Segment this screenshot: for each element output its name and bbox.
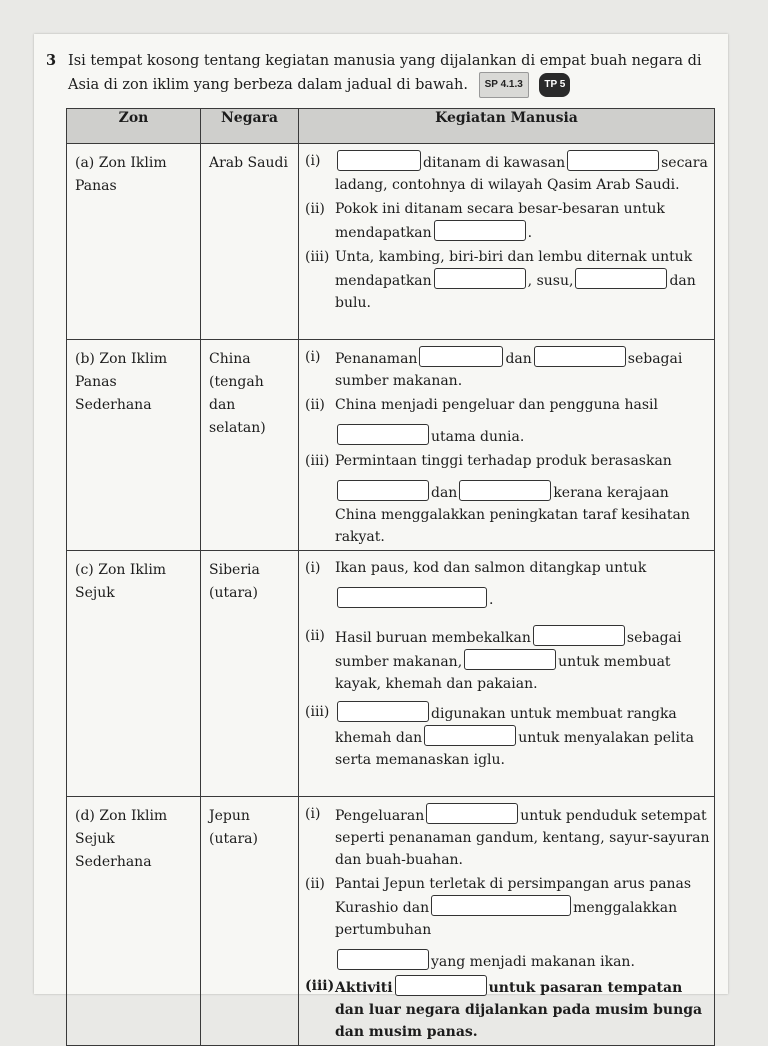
item-number: (i) — [305, 349, 321, 365]
item-text: utama dunia. — [431, 429, 525, 445]
header-zon: Zon — [67, 109, 201, 144]
item-text: dan bulu. — [335, 273, 696, 311]
answer-blank[interactable] — [533, 625, 625, 646]
answer-blank[interactable] — [419, 346, 503, 367]
sp-tag: SP 4.1.3 — [479, 72, 529, 98]
item-text: . — [527, 225, 533, 241]
item-text: secara ladang, contohnya di wilayah Qasim Arab Saudi. — [335, 155, 708, 193]
item-text: , susu, — [527, 273, 574, 289]
header-kegiatan: Kegiatan Manusia — [299, 109, 715, 144]
list-item — [305, 150, 710, 196]
item-text: untuk penduduk setempat seperti penanaman gandum, kentang, sayur-sayuran dan buah-buahan. — [335, 808, 710, 868]
header-negara: Negara — [201, 109, 299, 144]
item-number: (i) — [305, 560, 321, 576]
answer-blank[interactable] — [395, 975, 487, 996]
table-row — [67, 551, 715, 797]
country-cell: China (tengah dan selatan) — [201, 340, 299, 551]
zone-cell: (a) Zon Iklim Panas — [67, 144, 201, 340]
list-item — [305, 701, 710, 771]
zone-cell: (c) Zon Iklim Sejuk — [67, 551, 201, 797]
table-row — [67, 144, 715, 340]
answer-blank[interactable] — [337, 949, 429, 970]
answer-blank[interactable] — [424, 725, 516, 746]
item-number: (ii) — [305, 201, 325, 217]
item-text: . — [489, 592, 494, 608]
item-text: untuk membuat kayak, khemah dan pakaian. — [335, 654, 671, 692]
answer-blank[interactable] — [434, 220, 526, 241]
item-text: untuk pasaran tempatan dan luar negara dijalankan pada musim bunga dan musim panas. — [335, 980, 703, 1040]
activity-cell — [299, 340, 715, 551]
item-text: Unta, kambing, biri-biri dan lembu diternak untuk mendapatkan — [335, 249, 693, 289]
list-item — [305, 873, 710, 973]
activity-cell — [299, 551, 715, 797]
country-cell: Arab Saudi — [201, 144, 299, 340]
answer-blank[interactable] — [337, 480, 429, 501]
list-item — [305, 975, 710, 1043]
question-text: Isi tempat kosong tentang kegiatan manusia yang dijalankan di empat buah negara di Asia di zon iklim yang berbeza dalam jadual di bawah. — [68, 53, 702, 93]
table-row — [67, 340, 715, 551]
activity-table — [66, 108, 715, 1046]
item-number: (ii) — [305, 876, 325, 892]
item-text: Penanaman — [335, 351, 418, 367]
answer-blank[interactable] — [459, 480, 551, 501]
country-cell: Siberia (utara) — [201, 551, 299, 797]
item-text: kerana kerajaan China menggalakkan peningkatan taraf kesihatan rakyat. — [335, 485, 690, 545]
table-row — [67, 797, 715, 1046]
answer-blank[interactable] — [464, 649, 556, 670]
item-number: (i) — [305, 806, 321, 822]
question-text-block — [68, 50, 728, 98]
list-item — [305, 803, 710, 871]
item-text: Pokok ini ditanam secara besar-besaran untuk mendapatkan — [335, 201, 665, 241]
item-text: Aktiviti — [335, 980, 393, 996]
item-text: untuk menyalakan pelita serta memanaskan iglu. — [335, 730, 694, 768]
answer-blank[interactable] — [434, 268, 526, 289]
activity-cell — [299, 797, 715, 1046]
item-text: menggalakkan pertumbuhan — [335, 900, 678, 938]
tp-tag: TP 5 — [539, 73, 570, 97]
list-item — [305, 198, 710, 244]
item-number: (i) — [305, 153, 321, 169]
answer-blank[interactable] — [337, 587, 487, 608]
item-number: (ii) — [305, 628, 325, 644]
list-item — [305, 625, 710, 695]
item-text: Pengeluaran — [335, 808, 425, 824]
item-text: Ikan paus, kod dan salmon ditangkap untuk — [335, 560, 647, 576]
item-text: sebagai sumber makanan, — [335, 630, 682, 670]
zone-cell: (d) Zon Iklim Sejuk Sederhana — [67, 797, 201, 1046]
answer-blank[interactable] — [337, 424, 429, 445]
table-header-row — [67, 109, 715, 144]
answer-blank[interactable] — [431, 895, 571, 916]
item-text: China menjadi pengeluar dan pengguna hasil — [335, 397, 658, 413]
list-item — [305, 346, 710, 392]
item-text: Permintaan tinggi terhadap produk berasaskan — [335, 453, 672, 469]
item-text: sebagai sumber makanan. — [335, 351, 683, 389]
item-text: digunakan untuk membuat rangka khemah dan — [335, 706, 677, 746]
answer-blank[interactable] — [534, 346, 626, 367]
item-text: yang menjadi makanan ikan. — [431, 954, 635, 970]
list-item — [305, 557, 710, 611]
worksheet-page — [34, 34, 728, 1040]
item-text: ditanam di kawasan — [423, 155, 566, 171]
list-item — [305, 394, 710, 448]
item-text: dan — [505, 351, 532, 367]
answer-blank[interactable] — [567, 150, 659, 171]
item-number: (iii) — [305, 249, 330, 265]
item-text: Hasil buruan membekalkan — [335, 630, 531, 646]
zone-cell: (b) Zon Iklim Panas Sederhana — [67, 340, 201, 551]
answer-blank[interactable] — [575, 268, 667, 289]
item-number: (iii) — [305, 453, 330, 469]
list-item — [305, 246, 710, 314]
answer-blank[interactable] — [337, 701, 429, 722]
item-text: dan — [431, 485, 458, 501]
country-cell: Jepun (utara) — [201, 797, 299, 1046]
item-number: (iii) — [305, 978, 335, 994]
item-number: (iii) — [305, 704, 330, 720]
item-number: (ii) — [305, 397, 325, 413]
item-text: Pantai Jepun terletak di persimpangan arus panas Kurashio dan — [335, 876, 692, 916]
list-item — [305, 450, 710, 548]
question-number: 3 — [46, 52, 57, 69]
activity-cell — [299, 144, 715, 340]
answer-blank[interactable] — [426, 803, 518, 824]
answer-blank[interactable] — [337, 150, 421, 171]
